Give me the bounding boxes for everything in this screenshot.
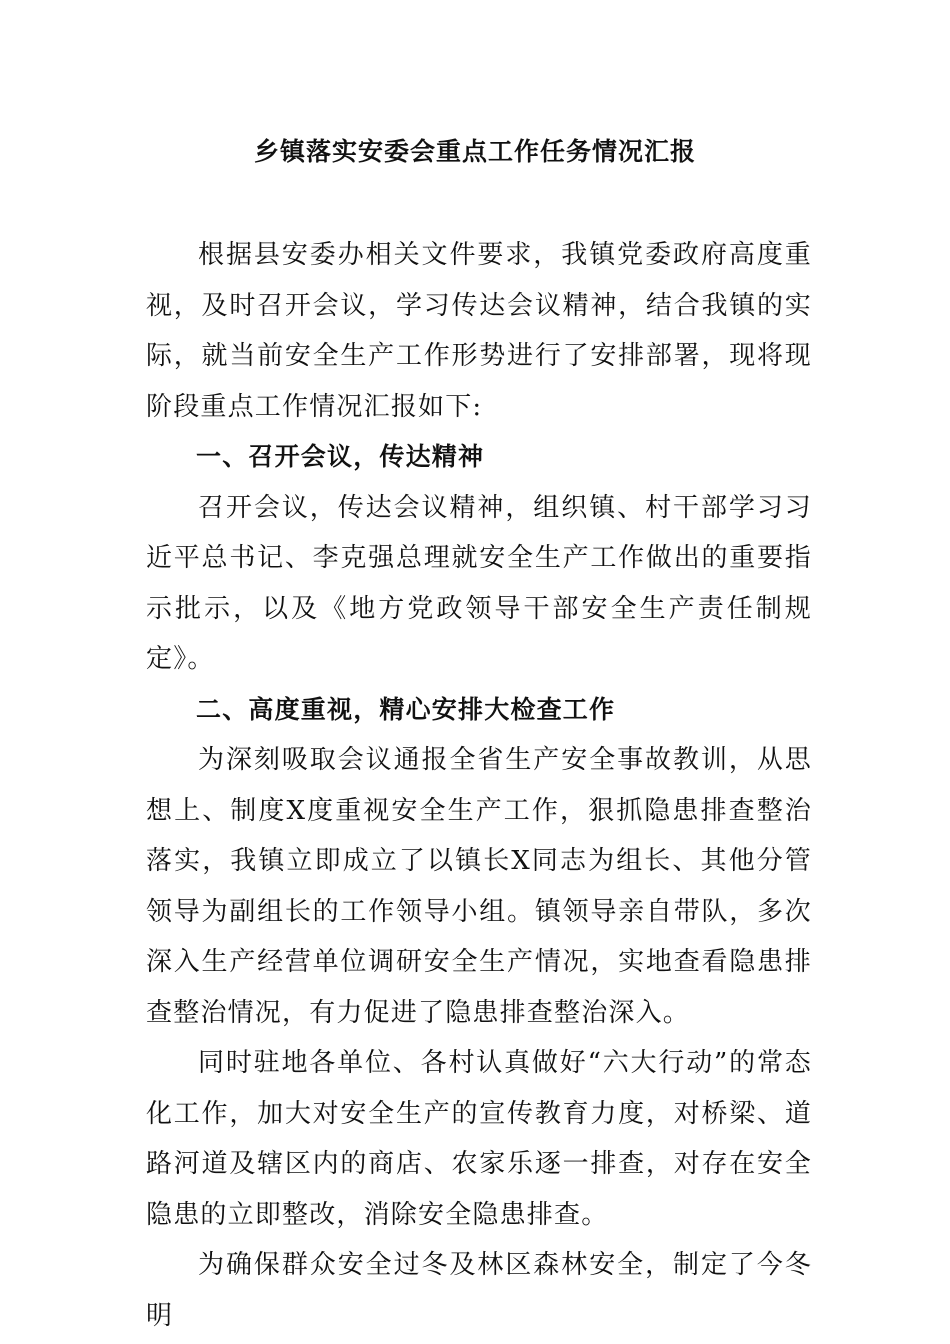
section-heading: 二、高度重视，精心安排大检查工作 [196,694,616,724]
body-paragraph: 为深刻吸取会议通报全省生产安全事故教训，从思想上、制度X度重视安全生产工作，狠抓隐患排查整治落实，我镇立即成立了以镇长X同志为组长、其他分管领导为副组长的工作领导小组。镇领导亲自带队，多次深入生产经营单位调研安全生产情况，实地查看隐患排查整治情况，有力促进了隐患排查整治深入。 [146,745,812,1028]
body-paragraph: 为确保群众安全过冬及林区森林安全，制定了今冬明 [146,1250,812,1331]
body-paragraph: 根据县安委办相关文件要求，我镇党委政府高度重视，及时召开会议，学习传达会议精神，结合我镇的实际，就当前安全生产工作形势进行了安排部署，现将现阶段重点工作情况汇报如下: [146,240,812,422]
body-paragraph: 同时驻地各单位、各村认真做好“六大行动”的常态化工作，加大对安全生产的宣传教育力度，对桥梁、道路河道及辖区内的商店、农家乐逐一排查，对存在安全隐患的立即整改，消除安全隐患排查。 [146,1048,812,1230]
document-title: 乡镇落实安委会重点工作任务情况汇报 [253,137,696,166]
body-paragraph: 召开会议，传达会议精神，组织镇、村干部学习习近平总书记、李克强总理就安全生产工作做出的重要指示批示，以及《地方党政领导干部安全生产责任制规定》。 [146,492,812,674]
document-body [146,230,812,1341]
section-heading: 一、召开会议，传达精神 [196,442,485,471]
